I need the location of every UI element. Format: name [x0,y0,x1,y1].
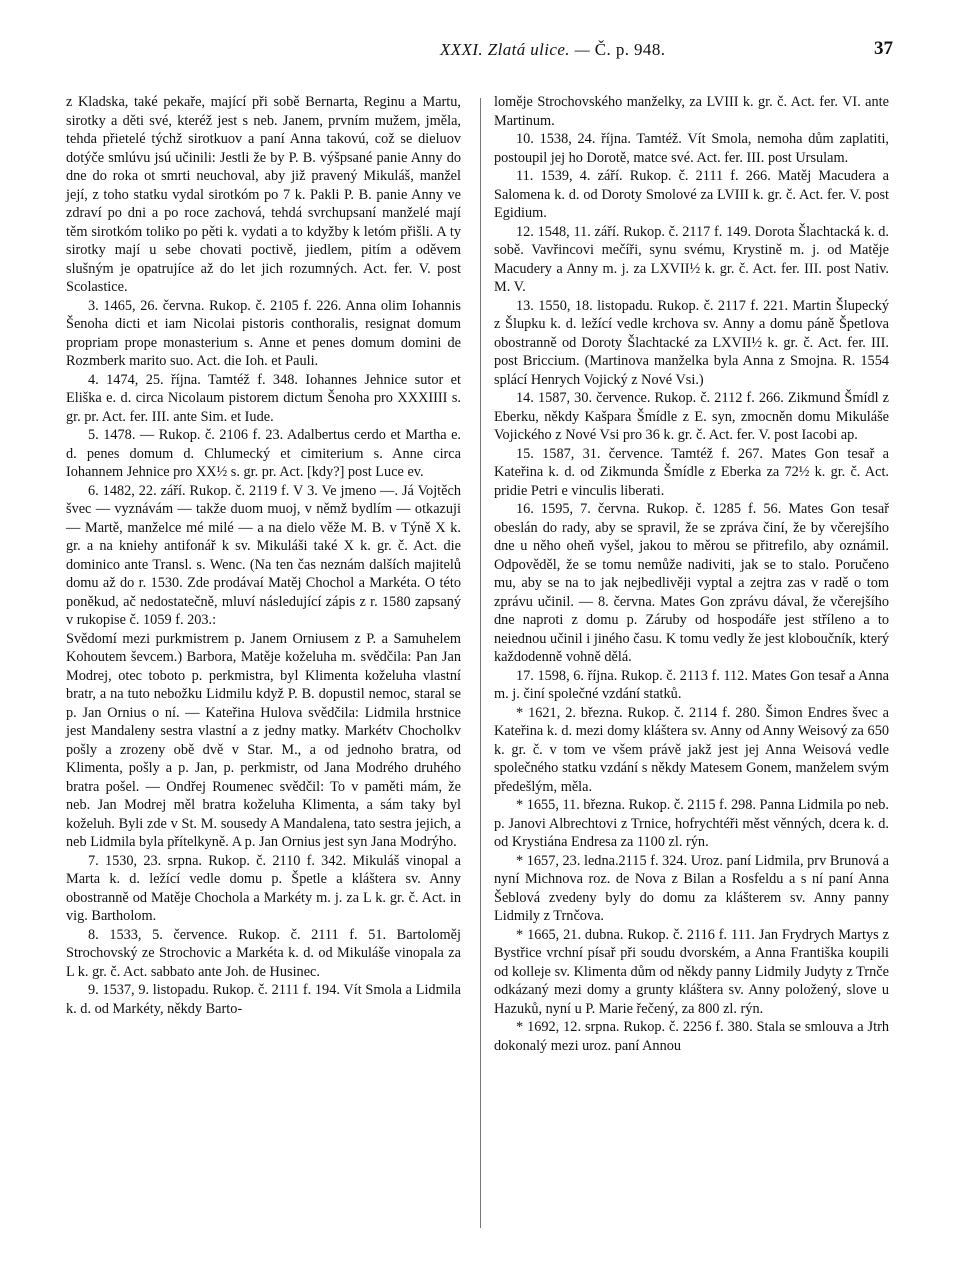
paragraph: * 1657, 23. ledna.2115 f. 324. Uroz. paní Lidmila, prv Brunová a nyní Michnova roz. de Nova z Bilan a Rosfeldu a s ní paní Anna Šeblová zvedeny byly do domu za klášterem sv. Anny panny Lidmily z Trnčova. [494,852,889,924]
paragraph: 7. 1530, 23. srpna. Rukop. č. 2110 f. 342. Mikuláš vinopal a Marta k. d. ležící vedle domu p. Špetle a kláštera sv. Anny obostranně od Matěje Chochola a Markéty m. j. za L k. gr. č. Act. in vig. Bartholom. [66,852,461,924]
paragraph: z Kladska, také pekaře, mající při sobě Bernarta, Reginu a Martu, sirotky a děti své, kteréž jest s neb. Janem, prvním mužem, jměla, tehda přietelé týchž sirotkuov a paní Anna takovú, což se dieluov dotýče smlúvu jsú učinili: Jestli že by P. B. výšpsané panie Anny do dne do roka ot smrti neuchoval, aby již pravený Mikuláš, manžel její, z toho statku vydal sirotkóm po 7 k. Pakli P. B. panie Anny ve zdraví po dni a po roce zachová, tehdá svrchupsaní manželé mají těm sirotkóm toliko po pěti k. vydati a to kdyžby k letóm přišli. A ty sirotky mají u sebe chovati poctivě, jiedlem, pitím a oděvem slušným je opatrujíce až do let jich rozumných. Act. fer. V. post Scolastice. [66,94,461,295]
column-divider [480,98,481,1228]
page-number: 37 [874,38,893,59]
paragraph: 16. 1595, 7. června. Rukop. č. 1285 f. 56. Mates Gon tesař obeslán do rady, aby se spravil, že se zpráva činí, že by včerejšího dne u něho oheň vyšel, jakou to měrou se přitrefilo, aby oznámil. Odpověděl, že se tomu nemůže nadiviti, jak se to stalo. Poručeno mu, aby se na to jak nejbedlivěji vyptal a zejtra zas v radě o tom zprávu učinil. — 8. června. Mates Gon zprávu dával, že včerejšího dne naproti z domu p. Záruby od hospodáře jest stříleno a to neiednou učinil i jiného času. K tomu vedly že jest kloboučník, který každodenně vohně dělá. [494,501,889,665]
paragraph: 11. 1539, 4. září. Rukop. č. 2111 f. 266. Matěj Macudera a Salomena k. d. od Doroty Smolové za LVIII k. gr. č. Act. fer. V. post Egidium. [494,168,889,221]
paragraph: * 1621, 2. března. Rukop. č. 2114 f. 280. Šimon Endres švec a Kateřina k. d. mezi domy kláštera sv. Anny od Anny Weisový za 650 k. gr. č. v tom ve všem právě jakž jest jej Anna Weisová vedle společného statku vzdání s někdy Matesem Gonem, manželem svým předešlým, měla. [494,704,889,795]
left-column [66,93,461,1018]
running-title [440,40,665,60]
paragraph: 10. 1538, 24. října. Tamtéž. Vít Smola, nemoha dům zaplatiti, postoupil jej ho Dorotě, matce své. Act. fer. III. post Ursulam. [494,131,889,166]
paragraph: 4. 1474, 25. října. Tamtéž f. 348. Iohannes Jehnice sutor et Eliška e. d. circa Nicolaum pistorem dictum Šenoha pro XXXIIII s. gr. pr. Act. fer. III. ante Sim. et Iude. [66,371,461,425]
paragraph: * 1665, 21. dubna. Rukop. č. 2116 f. 111. Jan Frydrych Martys z Bystřice vrchní písař při soudu dvorském, a Anna Františka koupili od kolleje sv. Klimenta dům od někdy panny Lidmily Judyty z Trnče odkázaný mezi domy a grunty kláštera sv. Anny položený, slove u Hazuků, nyní u P. Marie řečený, za 800 zl. rýn. [494,926,889,1017]
paragraph: * 1692, 12. srpna. Rukop. č. 2256 f. 380. Stala se smlouva a Jtrh dokonalý mezi uroz. paní Annou [494,1019,889,1054]
paragraph: 5. 1478. — Rukop. č. 2106 f. 23. Adalbertus cerdo et Martha e. d. penes domum d. Chlumecký et cimiterium s. Anne circa Iohannem Jehnice pro XX½ s. gr. pr. Act. [kdy?] post Luce ev. [66,427,461,480]
paragraph: 6. 1482, 22. září. Rukop. č. 2119 f. V 3. Ve jmeno —. Já Vojtěch švec — vyznávám — takže duom muoj, v němž bydlím — otkazuji — Martě, manželce mé milé — a na dielo věže M. B. v Týně X k. gr. a na kniehy antifonář k sv. Mikuláši také X k. gr. č. Act. die dominico ante Transl. s. Wenc. (Na ten čas neznám dalších majitelů domu až do r. 1530. Zde prodávaí Matěj Chochol a Markéta. O této poněkud, ač nedostatečně, mluví následující zápis z r. 1580 zapsaný v rukopise č. 1059 f. 203.: [66,482,461,628]
running-header [0,40,960,70]
paragraph: 12. 1548, 11. září. Rukop. č. 2117 f. 149. Dorota Šlachtacká k. d. sobě. Vavřincovi mečíři, synu svému, Krystině m. j. od Matěje Macudery a Anny m. j. za LXVII½ k. gr. č. Act. fer. III. post Nativ. M. V. [494,223,889,295]
paragraph: 3. 1465, 26. června. Rukop. č. 2105 f. 226. Anna olim Iohannis Šenoha dicti et iam Nicolai pistoris conthoralis, resignat domum propriam prope monasterium s. Anne et penes domum domini de Rozmberk marito suo. Act. die Ioh. et Pauli. [66,297,461,369]
paragraph: 15. 1587, 31. července. Tamtéž f. 267. Mates Gon tesař a Kateřina k. d. od Zikmunda Šmídle z Eberka za 72½ k. gr. č. Act. pridie Petri e vinculis liberati. [494,445,889,499]
paragraph: 13. 1550, 18. listopadu. Rukop. č. 2117 f. 221. Martin Šlupecký z Šlupku k. d. ležící vedle krchova sv. Anny a domu páně Špetlova obostranně od Doroty Šlachtacké za LXVII½ k. gr. č. Act. fer. III. post Briccium. (Martinova manželka byla Anna z Smojna. R. 1554 splácí Henrych Vojický z Nové Vsi.) [494,297,889,388]
running-title-cp: Č. p. 948. [594,40,666,59]
paragraph: * 1655, 11. března. Rukop. č. 2115 f. 298. Panna Lidmila po neb. p. Janovi Albrechtovi z Trnice, hofrychtéři měst věnných, dcera k. d. od Krystiána Endresa za 1100 zl. rýn. [494,797,889,850]
right-column [494,93,889,1055]
paragraph: Svědomí mezi purkmistrem p. Janem Orniusem z P. a Samuhelem Kohoutem ševcem.) Barbora, Matěje koželuha m. svědčila: Pan Jan Modrej, otec toboto p. perkmistra, byl Klimenta koželuha vlastní bratr, a na tuto nebožku Lidmilu když P. B. dopustil nemoc, staral se p. Jan Ornius o ní. — Kateřina Hulova svědčila: Lidmila hrstnice jest Mandaleny sestra vlastní a z jedny matky. Markétv Chocholkv pošly a zrozeny obě dvě v Star. M., a od jednoho bratra, od Klimenta, pošly a p. Jan, p. perkmistr, od Jana Modrého druhého bratra pošel. — Ondřej Roumenec svědčil: To v paměti mám, že neb. Jan Modrej měl bratra koželuha Klimenta, a sám taky byl koželuh. Byli zde v St. M. sousedy A Mandalena, tato sestra jejich, a neb Lidmila byla přítelkyně. A p. Jan Ornius jest syn Jana Modrýho. [66,630,461,850]
paragraph: 14. 1587, 30. července. Rukop. č. 2112 f. 266. Zikmund Šmídl z Eberku, někdy Kašpara Šmídle z E. syn, zmocněn domu Mikuláše Vojického z Nové Vsi pro 36 k. gr. č. Act. fer. V. post Iacobi ap. [494,390,889,443]
paragraph: 17. 1598, 6. října. Rukop. č. 2113 f. 112. Mates Gon tesař a Anna m. j. činí společné vzdání statků. [494,667,889,702]
paragraph: 9. 1537, 9. listopadu. Rukop. č. 2111 f. 194. Vít Smola a Lidmila k. d. od Markéty, někdy Barto- [66,982,461,1017]
paragraph: 8. 1533, 5. července. Rukop. č. 2111 f. 51. Bartoloměj Strochovský ze Strochovic a Markéta k. d. od Mikuláše vinopala za L k. gr. č. Act. sabbato ante Joh. de Husinec. [66,926,461,980]
paragraph: loměje Strochovského manželky, za LVIII k. gr. č. Act. fer. VI. ante Martinum. [494,94,889,129]
running-title-main: XXXI. Zlatá ulice. — [440,40,591,59]
